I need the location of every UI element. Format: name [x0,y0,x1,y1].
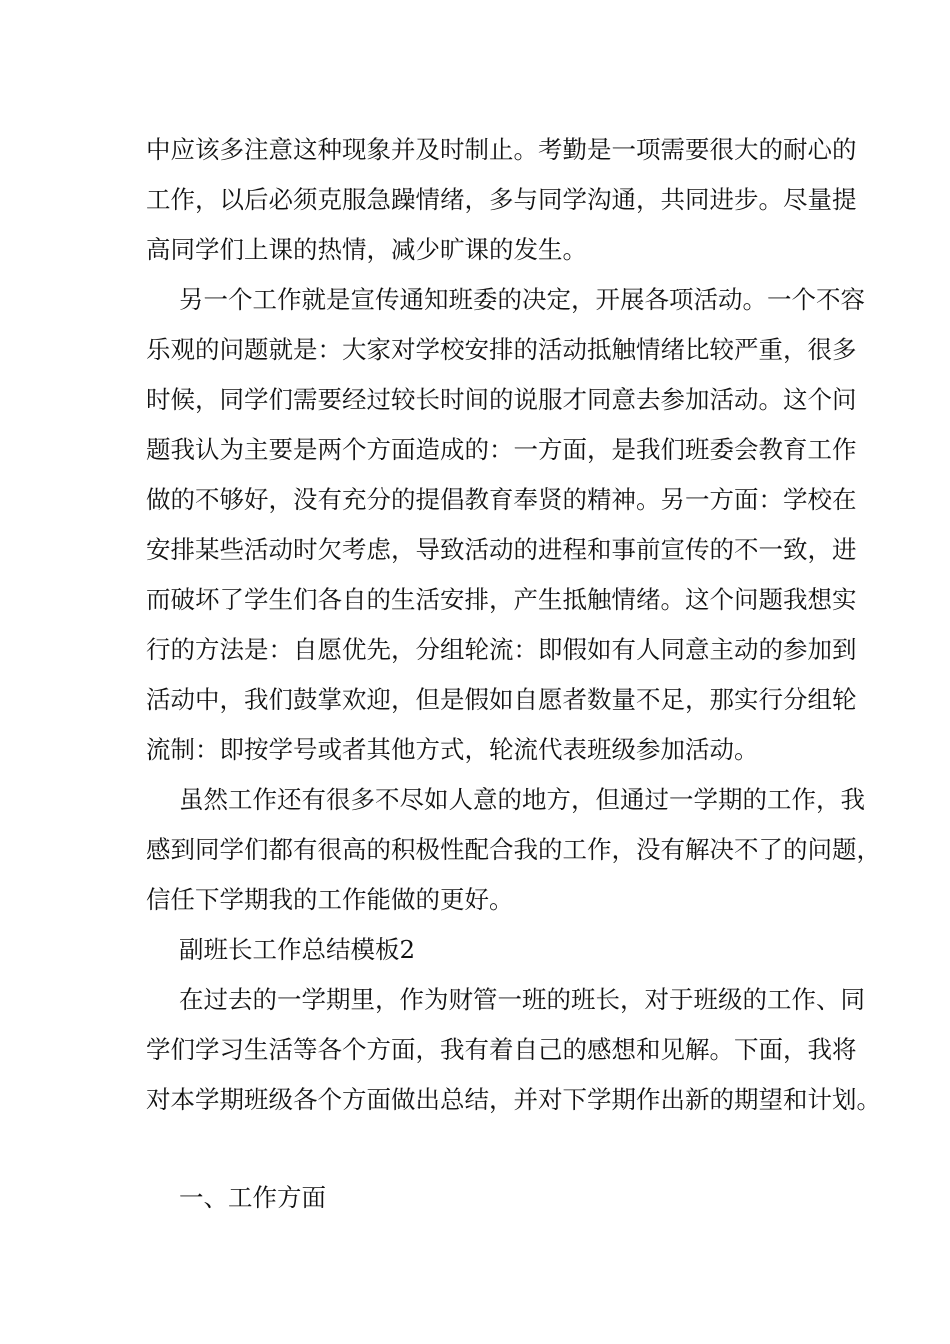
text-line: 行的方法是：自愿优先，分组轮流：即假如有人同意主动的参加到 [146,635,857,664]
paragraph-first-line: 另一个工作就是宣传通知班委的决定，开展各项活动。一个不容 [179,285,865,314]
text-line: 流制：即按学号或者其他方式，轮流代表班级参加活动。 [146,735,759,764]
text-line: 乐观的问题就是：大家对学校安排的活动抵触情绪比较严重，很多 [146,335,857,364]
text-line: 对本学期班级各个方面做出总结，并对下学期作出新的期望和计划。 [146,1085,881,1114]
text-line: 学们学习生活等各个方面，我有着自己的感想和见解。下面，我将 [146,1035,857,1064]
subsection-heading: 一、工作方面 [179,1183,326,1212]
text-line: 活动中，我们鼓掌欢迎，但是假如自愿者数量不足，那实行分组轮 [146,685,857,714]
text-line: 而破坏了学生们各自的生活安排，产生抵触情绪。这个问题我想实 [146,585,857,614]
text-line: 信任下学期我的工作能做的更好。 [146,885,514,914]
text-line: 安排某些活动时欠考虑，导致活动的进程和事前宣传的不一致，进 [146,535,857,564]
paragraph-first-line: 在过去的一学期里，作为财管一班的班长，对于班级的工作、同 [179,985,865,1014]
text-line: 中应该多注意这种现象并及时制止。考勤是一项需要很大的耐心的 [146,135,857,164]
text-line: 工作，以后必须克服急躁情绪，多与同学沟通，共同进步。尽量提 [146,185,857,214]
section-heading: 副班长工作总结模板2 [179,935,416,964]
text-line: 做的不够好，没有充分的提倡教育奉贤的精神。另一方面：学校在 [146,485,857,514]
text-line: 感到同学们都有很高的积极性配合我的工作，没有解决不了的问题， [146,835,881,864]
text-line: 题我认为主要是两个方面造成的：一方面，是我们班委会教育工作 [146,435,857,464]
paragraph-first-line: 虽然工作还有很多不尽如人意的地方，但通过一学期的工作，我 [179,785,865,814]
text-line: 时候，同学们需要经过较长时间的说服才同意去参加活动。这个问 [146,385,857,414]
text-line: 高同学们上课的热情，减少旷课的发生。 [146,235,587,264]
